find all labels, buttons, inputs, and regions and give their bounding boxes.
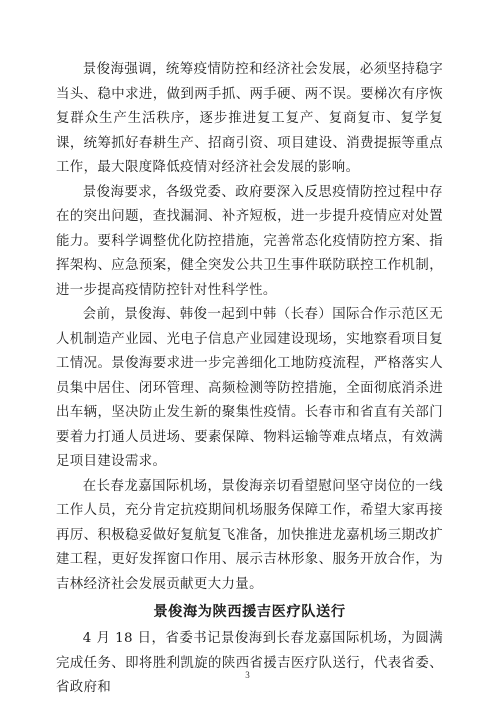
page-number: 3 bbox=[245, 670, 250, 680]
paragraph-site-inspection: 会前，景俊海、韩俊一起到中韩（长春）国际合作示范区无人机制造产业园、光电子信息产业园建设现场，实地察看项目复工情况。景俊海要求进一步完善细化工地防疫流程，严格落实人员集中居住、闭环管理、高频检测等防控措施，全面彻底消杀进出车辆，坚决防止发生新的聚集性疫情。长春市和省直有关部门要着力打通人员进场、要素保障、物料运输等难点堵点，有效满足项目建设需求。 bbox=[56, 307, 443, 469]
section-heading: 景俊海为陕西援吉医疗队送行 bbox=[153, 604, 346, 620]
paragraph-stabilize-growth: 景俊海强调，统筹疫情防控和经济社会发展，必须坚持稳字当头、稳中求进，做到两手抓、两手硬、两不误。要梯次有序恢复群众生产生活秩序，逐步推进复工复产、复商复市、复学复课，统筹抓好春耕生产、招商引资、项目建设、消费提振等重点工作，最大限度降低疫情对经济社会发展的影响。 bbox=[56, 62, 443, 175]
paragraph-farewell: 4 月 18 日，省委书记景俊海到长春龙嘉国际机场，为圆满完成任务、即将胜利凯旋的陕西省援吉医疗队送行，代表省委、省政府和 bbox=[56, 631, 443, 695]
document-body bbox=[56, 58, 443, 701]
paragraph-airport-visit: 在长春龙嘉国际机场，景俊海亲切看望慰问坚守岗位的一线工作人员，充分肯定抗疫期间机场服务保障工作，希望大家再接再厉、积极稳妥做好复航复飞准备，加快推进龙嘉机场三期改扩建工程，更好发挥窗口作用、展示吉林形象、服务开放合作，为吉林经济社会发展贡献更大力量。 bbox=[56, 478, 443, 592]
paragraph-prevention-measures: 景俊海要求，各级党委、政府要深入反思疫情防控过程中存在的突出问题，查找漏洞、补齐短板，进一步提升疫情应对处置能力。要科学调整优化防控措施，完善常态化疫情防控方案、指挥架构、应急预案，健全突发公共卫生事件联防联控工作机制，进一步提高疫情防控针对性科学性。 bbox=[56, 184, 443, 298]
